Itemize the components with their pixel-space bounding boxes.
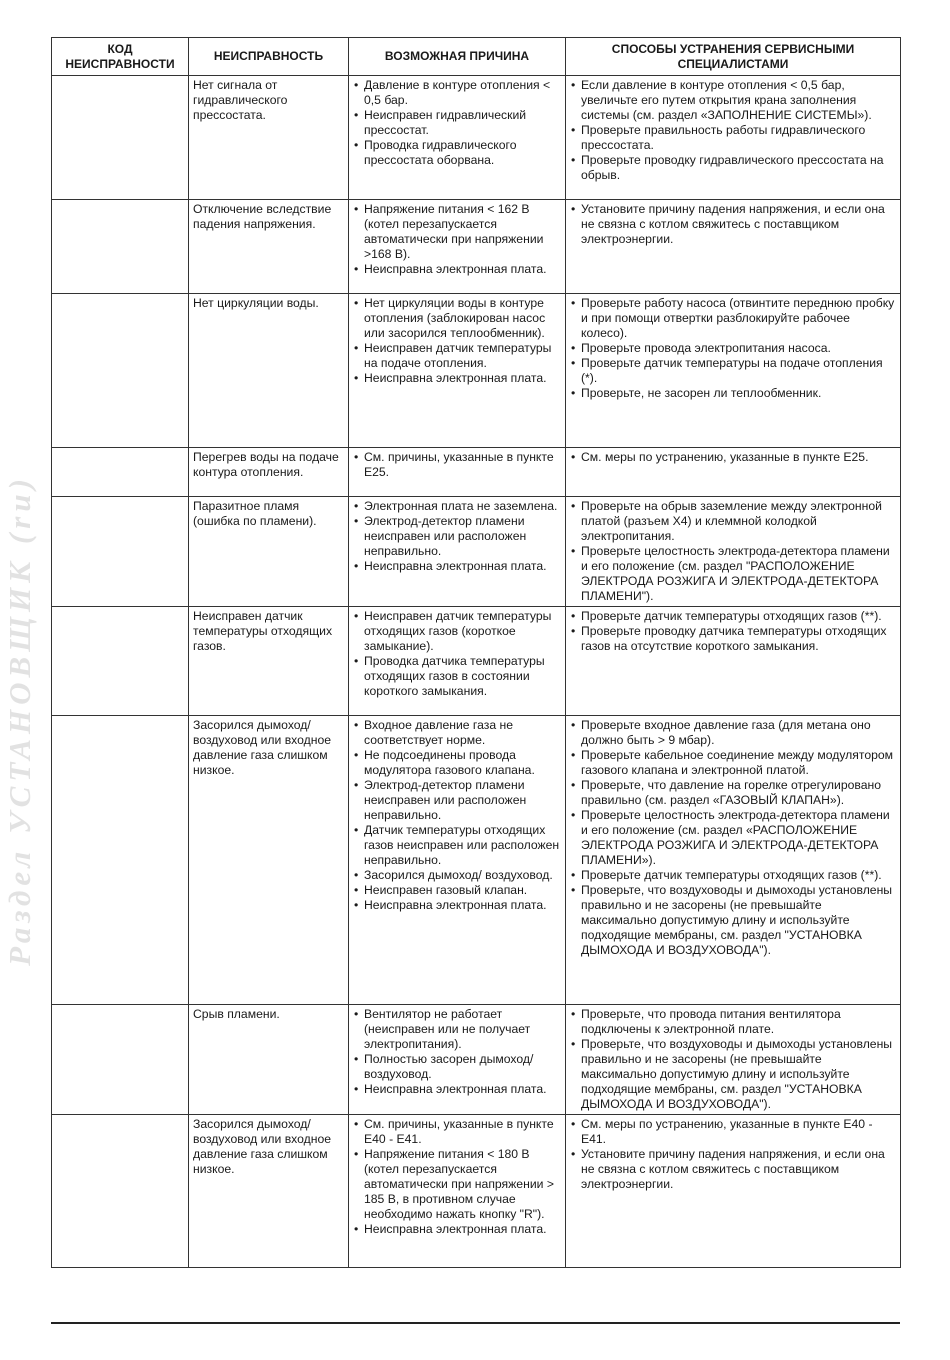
remedy-cell xyxy=(566,607,901,716)
fault-description-cell: Срыв пламени. xyxy=(189,1005,349,1115)
possible-cause-cell xyxy=(349,607,566,716)
fault-code-cell xyxy=(52,294,189,448)
cause-item: • Неисправна электронная плата. xyxy=(353,262,561,277)
fault-code-cell xyxy=(52,1005,189,1115)
remedy-list xyxy=(570,1117,896,1192)
cause-item: • Неисправен гидравлический прессостат. xyxy=(353,108,561,138)
fault-code-cell xyxy=(52,716,189,1005)
fault-code-cell xyxy=(52,607,189,716)
fault-description-cell: Нет циркуляции воды. xyxy=(189,294,349,448)
table-row xyxy=(52,607,901,716)
header-fault: НЕИСПРАВНОСТЬ xyxy=(189,38,349,76)
fault-description-cell: Отключение вследствие падения напряжения. xyxy=(189,200,349,294)
remedy-list xyxy=(570,499,896,604)
cause-list xyxy=(353,450,561,480)
cause-item: • См. причины, указанные в пункте E25. xyxy=(353,450,561,480)
remedy-list xyxy=(570,1007,896,1112)
table-row xyxy=(52,448,901,497)
cause-list xyxy=(353,296,561,386)
fault-description-cell: Неисправен датчик температуры отходящих газов. xyxy=(189,607,349,716)
remedy-item: • Проверьте правильность работы гидравлического прессостата. xyxy=(570,123,896,153)
remedy-item: • Проверьте проводку датчика температуры отходящих газов на отсутствие короткого замыкания. xyxy=(570,624,896,654)
cause-item: • Электронная плата не заземлена. xyxy=(353,499,561,514)
fault-description-cell: Паразитное пламя (ошибка по пламени). xyxy=(189,497,349,607)
fault-code-cell xyxy=(52,76,189,200)
cause-item: • Неисправен газовый клапан. xyxy=(353,883,561,898)
remedy-list xyxy=(570,450,896,465)
remedy-item: • Проверьте целостность электрода-детектора пламени и его положение (см. раздел "РАСПОЛОЖЕНИЕ ЭЛЕКТРОДА РОЗЖИГА И ЭЛЕКТРОДА-ДЕТЕКТОРА ПЛАМЕНИ"). xyxy=(570,544,896,604)
remedy-item: • См. меры по устранению, указанные в пункте E25. xyxy=(570,450,896,465)
remedy-item: • Проверьте, не засорен ли теплообменник. xyxy=(570,386,896,401)
remedy-item: • Если давление в контуре отопления < 0,5 бар, увеличьте его путем открытия крана заполнения системы (см. раздел «ЗАПОЛНЕНИЕ СИСТЕМЫ»). xyxy=(570,78,896,123)
fault-description-cell: Засорился дымоход/ воздуховод или входное давление газа слишком низкое. xyxy=(189,716,349,1005)
remedy-item: • Проверьте целостность электрода-детектора пламени и его положение (см. раздел «РАСПОЛОЖЕНИЕ ЭЛЕКТРОДА РОЗЖИГА И ЭЛЕКТРОДА-ДЕТЕКТОРА ПЛАМЕНИ»). xyxy=(570,808,896,868)
possible-cause-cell xyxy=(349,1115,566,1268)
remedy-item: • Проверьте, что воздуховоды и дымоходы установлены правильно и не засорены (не превышайте максимально допустимую длину и используйте подходящие мембраны, см. раздел "УСТАНОВКА ДЫМОХОДА И ВОЗДУХОВОДА"). xyxy=(570,883,896,958)
cause-item: • Неисправна электронная плата. xyxy=(353,898,561,913)
fault-table xyxy=(51,37,901,1268)
side-section-caption xyxy=(0,220,40,1220)
cause-list xyxy=(353,499,561,574)
table-row xyxy=(52,497,901,607)
remedy-item: • Установите причину падения напряжения, и если она не связна с котлом свяжитесь с поставщиком электроэнергии. xyxy=(570,202,896,247)
cause-item: • Проводка гидравлического прессостата оборвана. xyxy=(353,138,561,168)
cause-item: • Вентилятор не работает (неисправен или не получает электропитания). xyxy=(353,1007,561,1052)
table-row xyxy=(52,716,901,1005)
remedy-cell xyxy=(566,497,901,607)
remedy-list xyxy=(570,296,896,401)
remedy-item: • Проверьте датчик температуры на подаче отопления (*). xyxy=(570,356,896,386)
remedy-item: • Проверьте датчик температуры отходящих газов (**). xyxy=(570,609,896,624)
remedy-item: • Установите причину падения напряжения, и если она не связна с котлом свяжитесь с поставщиком электроэнергии. xyxy=(570,1147,896,1192)
cause-item: • Электрод-детектор пламени неисправен или расположен неправильно. xyxy=(353,514,561,559)
remedy-item: • Проверьте, что провода питания вентилятора подключены к электронной плате. xyxy=(570,1007,896,1037)
table-row xyxy=(52,200,901,294)
cause-item: • Неисправна электронная плата. xyxy=(353,1082,561,1097)
remedy-cell xyxy=(566,76,901,200)
cause-item: • Неисправна электронная плата. xyxy=(353,559,561,574)
fault-code-cell xyxy=(52,1115,189,1268)
bottom-divider xyxy=(51,1322,900,1324)
cause-item: • Проводка датчика температуры отходящих газов в состоянии короткого замыкания. xyxy=(353,654,561,699)
cause-item: • Напряжение питания < 180 В (котел перезапускается автоматически при напряжении > 185 В, в противном случае необходимо нажать кнопку "R"). xyxy=(353,1147,561,1222)
remedy-item: • Проверьте кабельное соединение между модулятором газового клапана и электронной платой. xyxy=(570,748,896,778)
header-code: КОД НЕИСПРАВНОСТИ xyxy=(52,38,189,76)
table-row xyxy=(52,1005,901,1115)
fault-description-cell: Перегрев воды на подаче контура отопления. xyxy=(189,448,349,497)
remedy-cell xyxy=(566,448,901,497)
cause-item: • Неисправен датчик температуры отходящих газов (короткое замыкание). xyxy=(353,609,561,654)
possible-cause-cell xyxy=(349,716,566,1005)
remedy-cell xyxy=(566,1005,901,1115)
remedy-item: • Проверьте на обрыв заземление между электронной платой (разъем X4) и клеммной колодкой электропитания. xyxy=(570,499,896,544)
cause-item: • Неисправна электронная плата. xyxy=(353,1222,561,1237)
table-row xyxy=(52,294,901,448)
table-body xyxy=(52,76,901,1268)
table-row xyxy=(52,76,901,200)
cause-item: • Давление в контуре отопления < 0,5 бар. xyxy=(353,78,561,108)
cause-list xyxy=(353,202,561,277)
cause-item: • Датчик температуры отходящих газов неисправен или расположен неправильно. xyxy=(353,823,561,868)
cause-item: • Неисправен датчик температуры на подаче отопления. xyxy=(353,341,561,371)
remedy-item: • Проверьте входное давление газа (для метана оно должно быть > 9 мбар). xyxy=(570,718,896,748)
possible-cause-cell xyxy=(349,200,566,294)
possible-cause-cell xyxy=(349,76,566,200)
cause-item: • Засорился дымоход/ воздуховод. xyxy=(353,868,561,883)
remedy-item: • См. меры по устранению, указанные в пункте E40 - E41. xyxy=(570,1117,896,1147)
cause-list xyxy=(353,78,561,168)
remedy-cell xyxy=(566,294,901,448)
remedy-item: • Проверьте проводку гидравлического прессостата на обрыв. xyxy=(570,153,896,183)
remedy-cell xyxy=(566,200,901,294)
possible-cause-cell xyxy=(349,294,566,448)
table-row xyxy=(52,1115,901,1268)
cause-item: • Напряжение питания < 162 В (котел перезапускается автоматически при напряжении >168 В). xyxy=(353,202,561,262)
cause-list xyxy=(353,1007,561,1097)
cause-list xyxy=(353,1117,561,1237)
remedy-list xyxy=(570,78,896,183)
cause-item: • Не подсоединены провода модулятора газового клапана. xyxy=(353,748,561,778)
remedy-item: • Проверьте датчик температуры отходящих газов (**). xyxy=(570,868,896,883)
possible-cause-cell xyxy=(349,448,566,497)
cause-item: • Полностью засорен дымоход/ воздуховод. xyxy=(353,1052,561,1082)
cause-list xyxy=(353,609,561,699)
remedy-cell xyxy=(566,716,901,1005)
remedy-item: • Проверьте работу насоса (отвинтите переднюю пробку и при помощи отвертки разблокируйте рабочее колесо). xyxy=(570,296,896,341)
header-remedy: СПОСОБЫ УСТРАНЕНИЯ СЕРВИСНЫМИ СПЕЦИАЛИСТАМИ xyxy=(566,38,901,76)
fault-description-cell: Засорился дымоход/ воздуховод или входное давление газа слишком низкое. xyxy=(189,1115,349,1268)
fault-description-cell: Нет сигнала от гидравлического прессостата. xyxy=(189,76,349,200)
remedy-cell xyxy=(566,1115,901,1268)
remedy-list xyxy=(570,202,896,247)
cause-list xyxy=(353,718,561,913)
remedy-item: • Проверьте, что давление на горелке отрегулировано правильно (см. раздел «ГАЗОВЫЙ КЛАПАН»). xyxy=(570,778,896,808)
remedy-list xyxy=(570,718,896,958)
remedy-item: • Проверьте провода электропитания насоса. xyxy=(570,341,896,356)
table-header-row xyxy=(52,38,901,76)
cause-item: • Неисправна электронная плата. xyxy=(353,371,561,386)
cause-item: • Нет циркуляции воды в контуре отопления (заблокирован насос или засорился теплообменник). xyxy=(353,296,561,341)
possible-cause-cell xyxy=(349,497,566,607)
remedy-item: • Проверьте, что воздуховоды и дымоходы установлены правильно и не засорены (не превышайте максимально допустимую длину и используйте подходящие мембраны, см. раздел "УСТАНОВКА ДЫМОХОДА И ВОЗДУХОВОДА"). xyxy=(570,1037,896,1112)
fault-code-cell xyxy=(52,200,189,294)
cause-item: • Входное давление газа не соответствует норме. xyxy=(353,718,561,748)
possible-cause-cell xyxy=(349,1005,566,1115)
header-cause: ВОЗМОЖНАЯ ПРИЧИНА xyxy=(349,38,566,76)
remedy-list xyxy=(570,609,896,654)
side-caption-text: Раздел УСТАНОВЩИК (ru) xyxy=(2,474,37,966)
fault-code-cell xyxy=(52,448,189,497)
fault-code-cell xyxy=(52,497,189,607)
cause-item: • См. причины, указанные в пункте E40 - E41. xyxy=(353,1117,561,1147)
cause-item: • Электрод-детектор пламени неисправен или расположен неправильно. xyxy=(353,778,561,823)
